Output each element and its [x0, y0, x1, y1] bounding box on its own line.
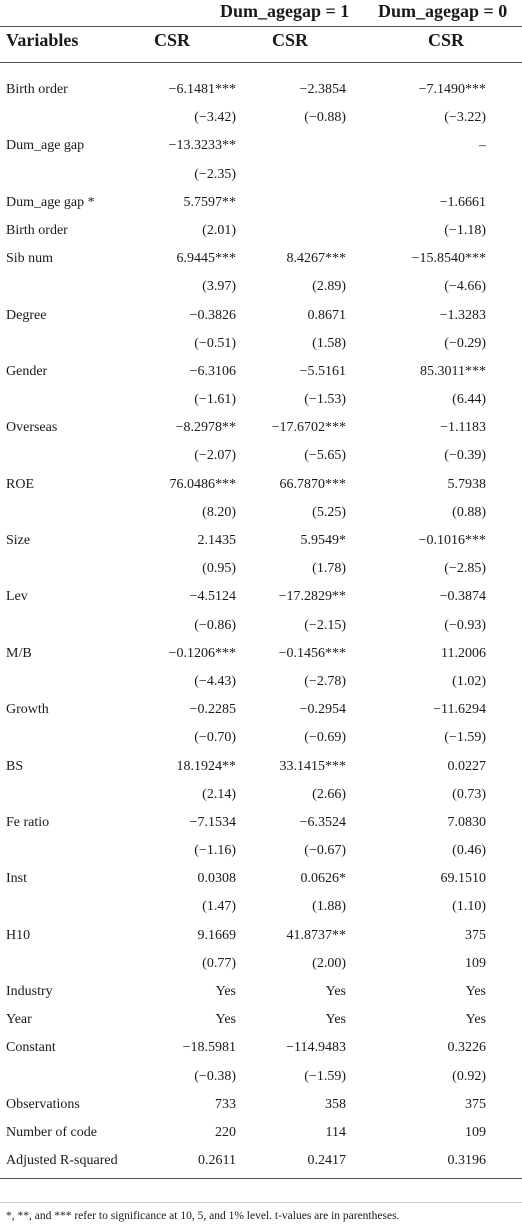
- coef-all: Yes: [215, 1012, 236, 1028]
- coef-agegap-0: (−0.29): [444, 335, 486, 351]
- table-row: [0, 1034, 522, 1062]
- coef-agegap-1: −17.6702***: [271, 420, 346, 436]
- coef-agegap-1: −0.2954: [299, 702, 346, 718]
- table-row: [0, 358, 522, 386]
- coef-all: 9.1669: [197, 927, 236, 943]
- coef-agegap-0: –: [479, 138, 486, 154]
- coef-all: 2.1435: [197, 533, 236, 548]
- coef-agegap-0: (6.44): [452, 392, 486, 408]
- coef-all: 18.1924**: [176, 758, 236, 774]
- table-row: [0, 527, 522, 555]
- coef-agegap-0: 69.1510: [440, 871, 486, 887]
- coef-agegap-0: (−3.22): [444, 110, 486, 126]
- variable-name: Fe ratio: [6, 814, 50, 830]
- table-row: [0, 640, 522, 668]
- coef-agegap-0: 0.3196: [447, 1153, 486, 1169]
- coef-all: (2.01): [202, 222, 236, 238]
- coef-agegap-1: 66.7870***: [279, 476, 346, 492]
- table-row: [0, 386, 522, 414]
- coef-all: −8.2978**: [175, 420, 236, 436]
- variable-name: Adjusted R-squared: [6, 1153, 118, 1169]
- coef-all: −0.3826: [189, 307, 236, 323]
- coef-agegap-1: −0.1456***: [278, 645, 346, 661]
- table-row: [0, 442, 522, 470]
- coef-agegap-1: 0.2417: [307, 1153, 346, 1169]
- coef-all: (−0.86): [194, 617, 236, 633]
- table-row: [0, 583, 522, 611]
- table-row: [0, 76, 522, 104]
- coef-agegap-1: 41.8737**: [286, 927, 346, 943]
- coef-all: 220: [215, 1124, 236, 1140]
- coef-agegap-0: −15.8540***: [411, 251, 486, 267]
- coef-agegap-0: Yes: [465, 1012, 486, 1028]
- coef-all: 0.0308: [197, 871, 236, 887]
- coef-all: (8.20): [202, 504, 236, 520]
- csr-header-gap1: CSR: [272, 30, 309, 50]
- table-row: [0, 414, 522, 442]
- variable-name: Dum_age gap: [6, 138, 85, 154]
- coef-agegap-0: 109: [465, 1124, 486, 1140]
- table-row: [0, 471, 522, 499]
- coef-agegap-0: (0.92): [452, 1068, 486, 1084]
- coef-all: −0.1206***: [168, 645, 236, 661]
- coef-all: (−2.35): [194, 166, 236, 182]
- coef-all: −13.3233**: [168, 138, 236, 154]
- table-row: [0, 696, 522, 724]
- coef-all: 76.0486***: [169, 476, 236, 492]
- variable-name: Birth order: [6, 222, 68, 238]
- coef-all: −7.1534: [189, 814, 236, 830]
- coef-all: (0.77): [202, 955, 236, 971]
- variable-name: ROE: [6, 476, 34, 492]
- table-row: [0, 950, 522, 978]
- coef-agegap-0: (−1.59): [444, 730, 486, 746]
- coef-agegap-1: 0.0626*: [300, 871, 346, 887]
- coef-all: (−3.42): [194, 110, 236, 126]
- variable-name: Observations: [6, 1096, 80, 1112]
- coef-agegap-0: −7.1490***: [418, 82, 486, 97]
- variable-name: BS: [6, 758, 24, 774]
- group-header-row: [0, 0, 522, 24]
- coef-agegap-0: (0.46): [452, 843, 486, 859]
- coef-all: (−1.61): [194, 392, 236, 408]
- coef-agegap-0: −0.3874: [439, 589, 486, 605]
- coef-agegap-0: 5.7938: [447, 476, 486, 492]
- variable-name: Degree: [6, 307, 47, 323]
- coef-all: 733: [215, 1096, 236, 1112]
- coef-agegap-0: (1.10): [452, 899, 486, 915]
- variable-name: Constant: [6, 1040, 56, 1056]
- coef-all: −4.5124: [189, 589, 236, 605]
- coef-agegap-1: (−0.88): [304, 110, 346, 126]
- coef-all: (−0.70): [194, 730, 236, 746]
- coef-all: −18.5981: [182, 1040, 236, 1056]
- variable-name: Dum_age gap *: [6, 194, 95, 210]
- table-row: [0, 1006, 522, 1034]
- footnote-rule: [0, 1202, 522, 1203]
- csr-header-all: CSR: [154, 30, 191, 50]
- variable-name: Growth: [6, 702, 49, 718]
- coef-agegap-0: (−0.39): [444, 448, 486, 464]
- variable-name: Size: [6, 533, 31, 548]
- coef-agegap-0: (−2.85): [444, 561, 486, 577]
- coef-agegap-1: 5.9549*: [300, 533, 346, 548]
- table-row: [0, 132, 522, 160]
- table-row: [0, 1119, 522, 1147]
- coef-agegap-1: 8.4267***: [286, 251, 346, 267]
- coef-agegap-1: 114: [325, 1124, 346, 1140]
- coef-agegap-1: (2.66): [312, 786, 346, 802]
- coef-all: Yes: [215, 984, 236, 999]
- variables-header: Variables: [6, 30, 79, 50]
- coef-agegap-1: (−0.67): [304, 843, 346, 859]
- variable-name: Lev: [6, 589, 28, 605]
- coef-agegap-1: (2.00): [312, 955, 346, 971]
- coef-agegap-1: Yes: [325, 1012, 346, 1028]
- table-row: [0, 555, 522, 583]
- coef-all: (−0.51): [194, 335, 236, 351]
- variable-name: Inst: [6, 871, 27, 887]
- table-row: [0, 1147, 522, 1175]
- coef-agegap-0: 109: [465, 955, 486, 971]
- group-header-agegap-0: Dum_agegap = 0: [378, 1, 508, 21]
- coef-agegap-0: −11.6294: [433, 702, 486, 718]
- header-bottom-rule: [0, 62, 522, 63]
- coef-agegap-0: (−0.93): [444, 617, 486, 633]
- table-row: [0, 753, 522, 781]
- coef-all: 0.2611: [198, 1153, 236, 1169]
- table-row: [0, 978, 522, 1006]
- variable-name: Birth order: [6, 82, 68, 97]
- coef-agegap-0: 0.3226: [447, 1040, 486, 1056]
- table-row: [0, 612, 522, 640]
- coef-agegap-0: −1.6661: [439, 194, 486, 210]
- variable-name: Number of code: [6, 1124, 97, 1140]
- coef-agegap-0: 7.0830: [447, 814, 486, 830]
- coef-agegap-1: (1.58): [312, 335, 346, 351]
- variable-name: H10: [6, 927, 31, 943]
- table-row: [0, 724, 522, 752]
- table-row: [0, 1063, 522, 1091]
- coef-agegap-0: (1.02): [452, 673, 486, 689]
- coef-agegap-1: (5.25): [312, 504, 346, 520]
- table-row: [0, 330, 522, 358]
- coef-agegap-1: (1.88): [312, 899, 346, 915]
- table-row: [0, 809, 522, 837]
- variable-name: Gender: [6, 363, 48, 379]
- table-row: [0, 1091, 522, 1119]
- coef-agegap-1: −5.5161: [299, 363, 346, 379]
- table-row: [0, 104, 522, 132]
- footnote: *, **, and *** refer to significance at 10, 5, and 1% level. t-values are in parentheses.: [6, 1210, 400, 1222]
- coef-agegap-0: (−4.66): [444, 279, 486, 295]
- coef-agegap-1: (−5.65): [304, 448, 346, 464]
- coef-all: (−4.43): [194, 673, 236, 689]
- coef-all: (−2.07): [194, 448, 236, 464]
- coef-all: 6.9445***: [176, 251, 236, 267]
- coef-agegap-1: (−2.78): [304, 673, 346, 689]
- table-row: [0, 922, 522, 950]
- coef-all: (2.14): [202, 786, 236, 802]
- table-bottom-rule: [0, 1178, 522, 1179]
- coef-agegap-0: (−1.18): [444, 222, 486, 238]
- table-row: [0, 865, 522, 893]
- table-row: [0, 189, 522, 217]
- coef-agegap-0: 375: [465, 1096, 486, 1112]
- table-row: [0, 217, 522, 245]
- coef-agegap-0: 0.0227: [447, 758, 486, 774]
- coef-agegap-0: −1.1183: [440, 420, 486, 436]
- coef-all: (−1.16): [194, 843, 236, 859]
- table-row: [0, 273, 522, 301]
- group-header-agegap-1: Dum_agegap = 1: [220, 1, 350, 21]
- variable-name: Overseas: [6, 420, 58, 436]
- coef-agegap-0: 85.3011***: [420, 363, 486, 379]
- coef-agegap-0: (0.88): [452, 504, 486, 520]
- column-header-row: [0, 26, 522, 54]
- coef-all: −6.1481***: [168, 82, 236, 97]
- coef-all: (3.97): [202, 279, 236, 295]
- coef-agegap-0: −1.3283: [439, 307, 486, 323]
- csr-header-gap0: CSR: [428, 30, 465, 50]
- coef-agegap-1: −6.3524: [299, 814, 346, 830]
- coef-agegap-1: (−0.69): [304, 730, 346, 746]
- variable-name: Industry: [6, 984, 53, 999]
- table-row: [0, 893, 522, 921]
- coef-agegap-1: 358: [325, 1096, 346, 1112]
- table-row: [0, 668, 522, 696]
- variable-name: Sib num: [6, 251, 54, 267]
- coef-all: −6.3106: [189, 363, 236, 379]
- coef-agegap-1: 33.1415***: [279, 758, 346, 774]
- coef-agegap-1: (−1.59): [304, 1068, 346, 1084]
- table-row: [0, 499, 522, 527]
- coef-all: (−0.38): [194, 1068, 236, 1084]
- coef-agegap-1: 0.8671: [307, 307, 346, 323]
- coef-agegap-0: 375: [465, 927, 486, 943]
- table-row: [0, 781, 522, 809]
- coef-agegap-1: −2.3854: [299, 82, 346, 97]
- table-row: [0, 161, 522, 189]
- coef-agegap-1: −17.2829**: [278, 589, 346, 605]
- table-row: [0, 837, 522, 865]
- coef-agegap-1: (2.89): [312, 279, 346, 295]
- coef-all: 5.7597**: [183, 194, 236, 210]
- coef-agegap-1: (1.78): [312, 561, 346, 577]
- coef-agegap-0: (0.73): [452, 786, 486, 802]
- coef-all: −0.2285: [189, 702, 236, 718]
- table-row: [0, 302, 522, 330]
- coef-all: (1.47): [202, 899, 236, 915]
- coef-agegap-1: −114.9483: [286, 1040, 346, 1056]
- variable-name: M/B: [6, 645, 32, 661]
- coef-agegap-1: Yes: [325, 984, 346, 999]
- coef-agegap-1: (−1.53): [304, 392, 346, 408]
- coef-agegap-0: Yes: [465, 984, 486, 999]
- coef-agegap-0: −0.1016***: [418, 533, 486, 548]
- coef-agegap-1: (−2.15): [304, 617, 346, 633]
- variable-name: Year: [6, 1012, 32, 1028]
- table-row: [0, 245, 522, 273]
- coef-agegap-0: 11.2006: [441, 645, 486, 661]
- table-body: [0, 76, 522, 1175]
- coef-all: (0.95): [202, 561, 236, 577]
